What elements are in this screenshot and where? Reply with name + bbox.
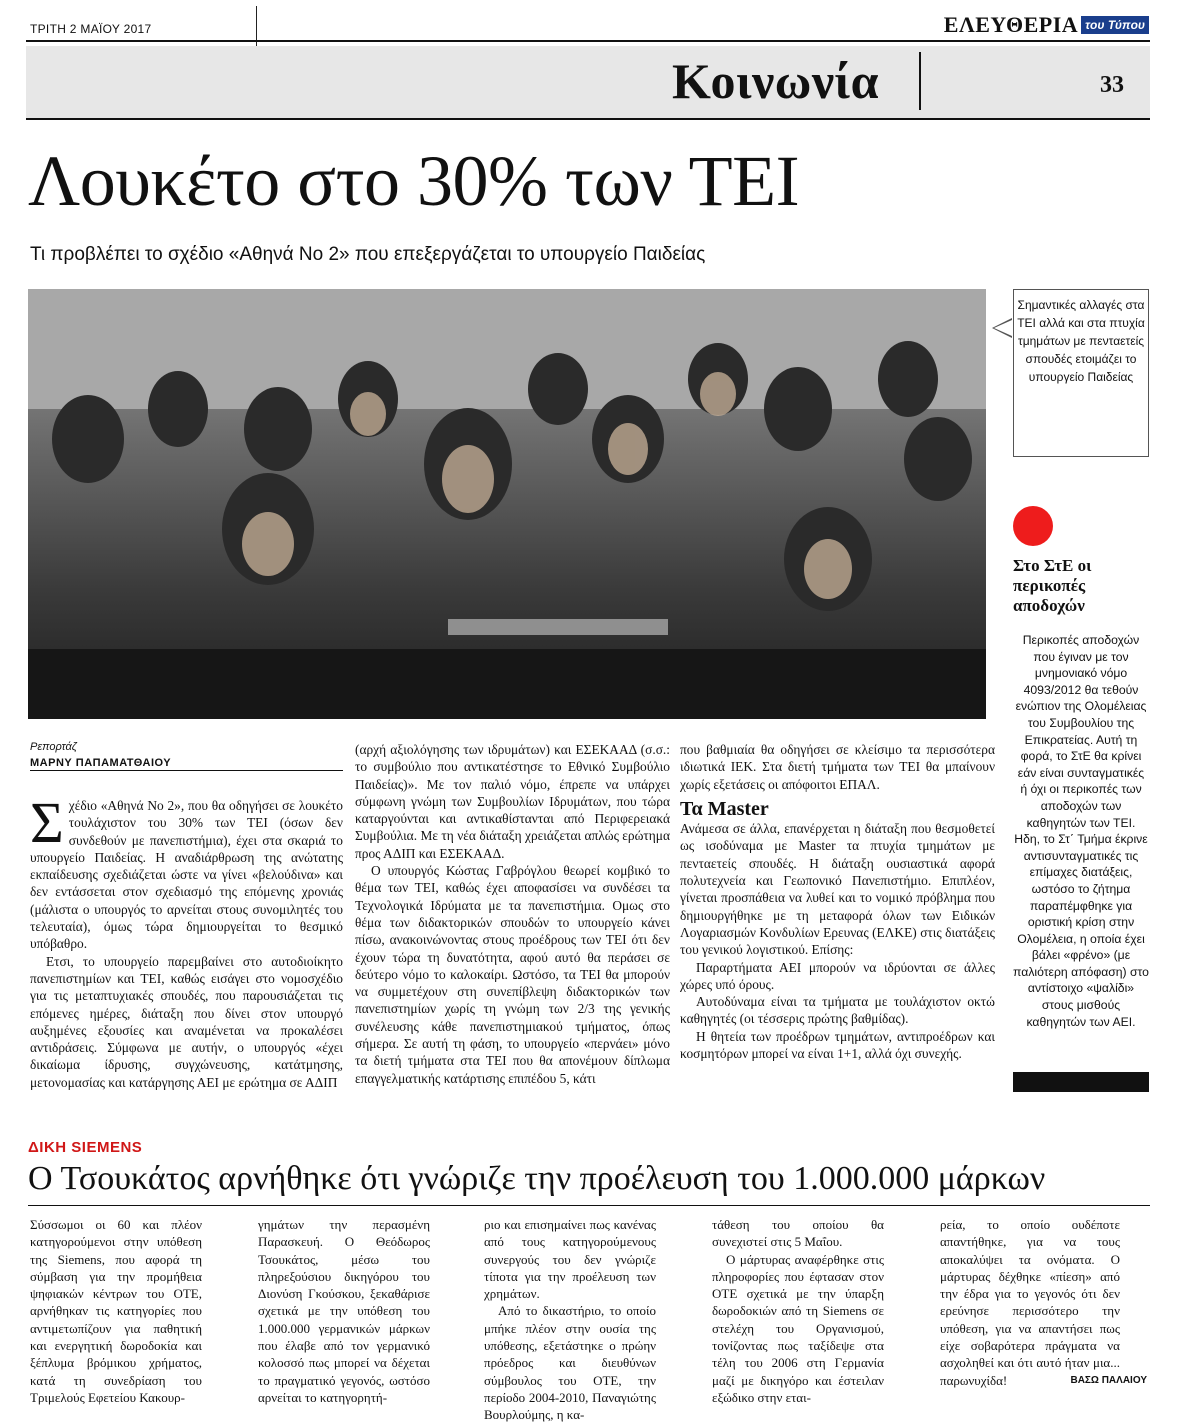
top-rule	[26, 40, 1150, 42]
article-column-1	[30, 790, 343, 1091]
masthead-name: ΕΛΕΥΘΕΡΙΑ	[943, 12, 1079, 37]
issue-date: ΤΡΙΤΗ 2 ΜΑΪΟΥ 2017	[30, 22, 152, 36]
paragraph: (αρχή αξιολόγησης των ιδρυμάτων) και ΕΣΕΚΑΑΔ (σ.σ.: το συμβούλιο που αντικατέστησε το Εθνικό Συμβούλιο Παιδείας)». Με τον παλιό νόμο, έπρεπε να υπάρχει σύμφωνη γνώμη των Συμβουλίων Ιδρυμάτων, που τώρα καταργούνται και αντικαθίστανται από Περιφερειακά Συμβούλια. Με τη νέα διάταξη χρειάζεται απλώς ερώτημα προς ΑΔΙΠ και ΕΣΕΚΑΑΔ.	[355, 742, 670, 861]
paragraph: Σύσσωμοι οι 60 και πλέον κατηγορούμενοι στην υπόθεση της Siemens, που αφορά τη σύμβαση για την προμήθεια ψηφιακών κέντρων του ΟΤΕ, αρνήθηκαν τις κατηγορίες που αντιμετωπίζουν για παθητική και ενεργητική δωροδοκία και ξέπλυμα βρόμικου χρήματος, κατά τη συνεδρίαση του Τριμελούς Εφετείου Κακουρ-	[30, 1217, 202, 1405]
paragraph: Ετσι, το υπουργείο παρεμβαίνει στο αυτοδιοίκητο πανεπιστημίων και ΤΕΙ, καθώς εισάγει στο νομοσχέδιο για τις μεταπτυχιακές σπουδές, που παρουσιάζεται τις επόμενες ημέρες, διάταξη που δίνει στον υπουργό αυξημένες εξουσίες και αναμένεται να προκαλέσει αντιδράσεις. Σύμφωνα με αυτήν, ο υπουργός «έχει δικαίωμα ίδρυσης, συγχώνευσης, κατάτμησης, μετονομασίας και κατάργησης ΑΕΙ με ερώτημα σε ΑΔΙΠ	[30, 953, 343, 1090]
paragraph: Ο υπουργός Κώστας Γαβρόγλου θεωρεί κομβικό το θέμα των ΤΕΙ, καθώς έχει αποφασίσει να συνδέσει τα Τεχνολογικά Ιδρύματα με τα πανεπιστήμια. Ομως στο θέμα των διδακτορικών σπουδών το υπουργείο κάνει πίσω, ανακοινώνοντας στους προέδρους των ΤΕΙ ότι δεν έχουν τώρα τη δυνατότητα, αφού αυτό θα περάσει σε δεύτερο νόμο το καλοκαίρι. Ωστόσο, τα ΤΕΙ θα μπορούν να συμμετέχουν στη συνεπίβλεψη διδακτορικών των πανεπιστημίων χωρίς τη γνώμη των 2/3 της γενικής συνέλευσης κάθε πανεπιστημιακού τμήματος, όπως σήμερα. Σε αυτή τη φάση, το υπουργείο «περνάει» μόνο τα διετή τμήματα στα ΤΕΙ που θα απονέμουν δίπλωμα επαγγελματικής κατάρτισης επιπέδου 5, κάτι	[355, 863, 670, 1086]
section-divider	[919, 52, 921, 110]
subheading: Τα Master	[680, 797, 769, 820]
article-column-3	[680, 741, 995, 1062]
paragraph: Παραρτήματα ΑΕΙ μπορούν να ιδρύονται σε άλλες χώρες υπό όρους.	[680, 959, 995, 992]
paragraph: Ο μάρτυρας αναφέρθηκε στις πληροφορίες που έφτασαν στον ΟΤΕ σχετικά με την ύπαρξη δωροδοκιών από τη Siemens σε στελέχη του Οργανισμού, τονίζοντας πως ταξίδεψε στα τέλη του 2006 στη Γερμανία μαζί με δικηγόρο και έστειλαν εξώδικο στην εται-	[712, 1251, 884, 1405]
sidebar-body: Περικοπές αποδοχών που έγιναν με τον μνημονιακό νόμο 4093/2012 θα τεθούν ενώπιον της Ολομέλειας του Συμβουλίου της Επικρατείας. Αυτή τη φορά, το ΣτΕ θα κρίνει εάν είναι συνταγματικές ή όχι οι περικοπές των αποδοχών των καθηγητών των ΤΕΙ. Ηδη, το Στ΄ Τμήμα έκρινε αντισυνταγματικές τις επίμαχες διατάξεις, ωστόσο το ζήτημα παραπέμφθηκε για οριστική κρίση στην Ολομέλεια, η οποία έχει βάλει «φρένο» (με παλιότερη απόφαση) στο αντίστοιχο «ψαλίδι» στους μισθούς καθηγητών των ΑΕΙ.	[1013, 633, 1149, 1029]
reporter-name: ΜΑΡΝΥ ΠΑΠΑΜΑΤΘΑΙΟΥ	[30, 757, 172, 769]
photo-caption: Σημαντικές αλλαγές στα ΤΕΙ αλλά και στα πτυχία τμημάτων με πενταετείς σπουδές ετοιμάζει το υπουργείο Παιδείας	[1013, 289, 1149, 457]
article2-column-4	[712, 1216, 884, 1406]
paragraph: χέδιο «Αθηνά Νο 2», που θα οδηγήσει σε λουκέτο τουλάχιστον του 30% των ΤΕΙ (όσων δεν συνδεθούν με πανεπιστήμια), έχει στα σκαριά το υπουργείο Παιδείας. Η αναδιάρθρωση της ανώτατης εκπαίδευσης σχεδιάζεται ώστε να γίνει «βελούδινα» και δεν εντάσσεται στον σχεδιασμό της επόμενης χρονιάς (μάλιστα ο υπουργός το αρνείται στους συνομιλητές του τελευταία), όμως τώρα δημιουργείται το θεσμικό υπόβαθρο.	[30, 798, 343, 952]
red-dot-icon	[1013, 506, 1053, 546]
reporter-rule	[30, 770, 343, 771]
article-column-2	[355, 741, 670, 1087]
article2-column-3	[484, 1216, 656, 1424]
article-subtitle: Τι προβλέπει το σχέδιο «Αθηνά Νο 2» που επεξεργάζεται το υπουργείο Παιδείας	[30, 244, 706, 265]
page-number: 33	[1100, 72, 1124, 98]
paragraph: που βαθμιαία θα οδηγήσει σε κλείσιμο τα περισσότερα ιδιωτικά ΙΕΚ. Στα διετή τμήματα των ΤΕΙ θα μπαίνουν χωρίς εξετάσεις οι απόφοιτοι ΕΠΑΛ.	[680, 742, 995, 792]
lecture-hall-photo	[28, 289, 986, 719]
paragraph: Η θητεία των προέδρων τμημάτων, αντιπροέδρων και κοσμητόρων μπορεί να είναι 1+1, αλλά όχι συνεχής.	[680, 1028, 995, 1062]
paragraph: τάθεση του οποίου θα συνεχιστεί στις 5 Μαΐου.	[712, 1217, 884, 1250]
paragraph: ριο και επισημαίνει πως κανένας από τους κατηγορούμενους συνεργούς του δεν γνώριζε τίποτα για την προέλευση των χρημάτων.	[484, 1217, 656, 1302]
masthead	[944, 12, 1149, 38]
paragraph: Ανάμεσα σε άλλα, επανέρχεται η διάταξη που θεσμοθετεί ως ισοδύναμα με Master τα πτυχία τμημάτων με πενταετείς σπουδές. Η διάταξη ουσιαστικά αφορά πολυτεχνεία και Γεωπονικό Πανεπιστήμιο. Επιπλέον, γίνεται προσπάθεια να λυθεί και το νομικό πρόβλημα που δημιουργήθηκε με τη μεταφορά όλων των Ειδικών Λογαριασμών Κονδυλίων Ερευνας (ΕΛΚΕ) στις διατάξεις του γενικού λογιστικού. Επίσης:	[680, 821, 995, 958]
reporter-label: Ρεπορτάζ	[30, 741, 77, 753]
drop-cap: Σ	[30, 790, 64, 855]
article2-kicker: ΔΙΚΗ SIEMENS	[28, 1139, 143, 1156]
paragraph: ρεία, το οποίο ουδέποτε απαντήθηκε, για να τους αποκαλύψει τα ονόματα. Ο μάρτυρας δέχθηκε «πίεση» από την έδρα για το γεγονός ότι δεν ερεύνησε περισσότερο την υπόθεση, για να απαντήσει πως είχε σοβαρότερα πράγματα να ασχοληθεί και ότι αυτό ήταν μια... παρωνυχίδα!	[940, 1217, 1120, 1388]
section-rule	[26, 118, 1150, 120]
masthead-badge: του Τύπου	[1081, 16, 1149, 34]
caption-pointer-inner	[994, 320, 1012, 336]
paragraph: Από το δικαστήριο, το οποίο μπήκε πλέον στην ουσία της υπόθεσης, εξετάστηκε ο πρώην πρόεδρος και διευθύνων σύμβουλος του ΟΤΕ, την περίοδο 2004-2010, Παναγιώτης Βουρλούμης, η κα-	[484, 1303, 656, 1423]
paragraph: Αυτοδύναμα είναι τα τμήματα με τουλάχιστον οκτώ καθηγητές (οι τέσσερις πρώτης βαθμίδας).	[680, 994, 995, 1027]
paragraph: γημάτων την περασμένη Παρασκευή. Ο Θεόδωρος Τσουκάτος, μέσω του πληρεξούσιου δικηγόρου του Διονύση Γκούσκου, ξεκαθάρισε σχετικά με την υπόθεση του 1.000.000 γερμανικών μάρκων που έλαβε από τον γερμανικό κολοσσό πως μπορεί να δέχεται το πραγματικό γεγονός, ωστόσο αρνείται το κατηγορητή-	[258, 1217, 430, 1405]
sidebar-end-bar	[1013, 1072, 1149, 1092]
article2-column-2	[258, 1216, 430, 1406]
article-title: Λουκέτο στο 30% των ΤΕΙ	[28, 141, 800, 221]
section-title: Κοινωνία	[672, 53, 880, 109]
article2-column-1	[30, 1216, 202, 1406]
sidebar-title: Στο ΣτΕ οι περικοπές αποδοχών	[1013, 556, 1092, 615]
photo-illustration	[28, 289, 986, 719]
article2-column-5	[940, 1216, 1120, 1389]
author-signature: ΒΑΣΩ ΠΑΛΑΙΟΥ	[1070, 1375, 1147, 1386]
section-band	[26, 46, 1150, 118]
article2-title: Ο Τσουκάτος αρνήθηκε ότι γνώριζε την προέλευση του 1.000.000 μάρκων	[28, 1160, 1046, 1197]
article2-rule	[28, 1205, 1150, 1206]
